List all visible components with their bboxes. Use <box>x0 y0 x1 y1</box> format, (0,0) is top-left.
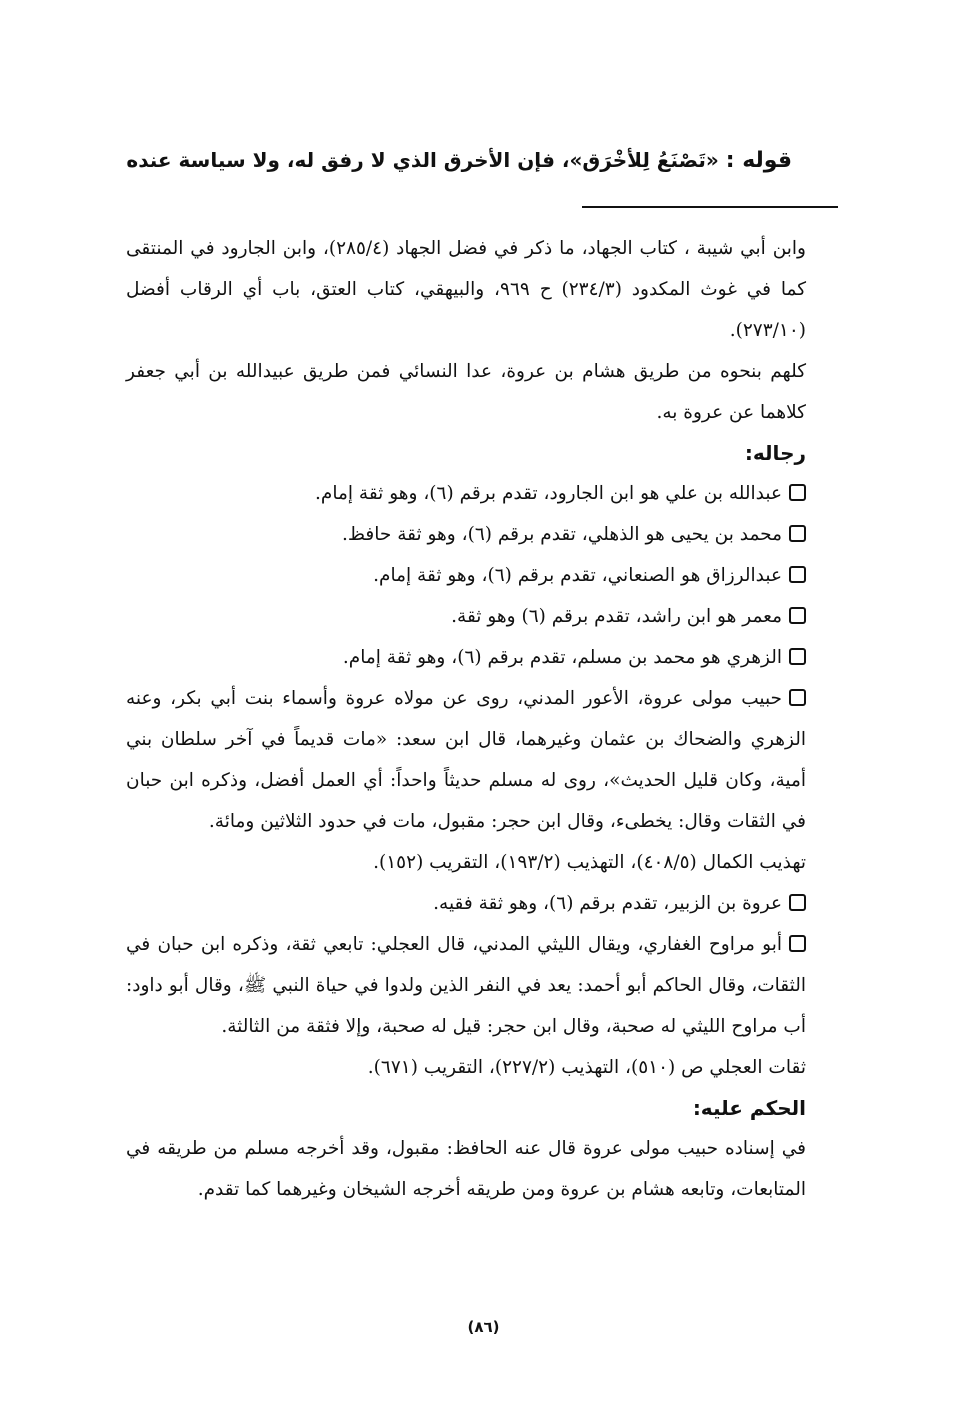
checkbox-square-icon <box>789 935 806 952</box>
checkbox-square-icon <box>789 566 806 583</box>
narrator-item <box>126 596 806 637</box>
checkbox-square-icon <box>789 689 806 706</box>
narrator-text: حبيب مولى عروة، الأعور المدني، روى عن مولاه عروة وأسماء بنت أبي بكر، وعنه الزهري والضحاك بن عثمان وغيرهما، قال ابن سعد: «مات قديماً في آخر سلطان بني أمية، وكان قليل الحديث»، روى له مسلم حديثاً واحداً: أي العمل أفضل، وذكره ابن حبان في الثقات وقال: يخطىء، وقال ابن حجر: مقبول، مات في حدود الثلاثين ومائة. <box>126 688 806 832</box>
narrator-item <box>126 678 806 842</box>
header-lead: قوله : <box>725 148 792 173</box>
paragraph-chains: كلهم بنحوه من طريق هشام بن عروة، عدا النسائي فمن طريق عبيدالله بن أبي جعفر كلاهما عن عروة به. <box>126 361 806 423</box>
narrator-item <box>126 883 806 924</box>
narrator-text: عبدالله بن علي هو ابن الجارود، تقدم برقم (٦)، وهو ثقة إمام. <box>315 483 782 504</box>
narrator-text: محمد بن يحيى هو الذهلي، تقدم برقم (٦)، وهو ثقة حافظ. <box>341 524 782 545</box>
narrator-text: عبدالرزاق هو الصنعاني، تقدم برقم (٦)، وهو ثقة إمام. <box>373 565 782 586</box>
narrator-text: أبو مراوح الغفاري، ويقال الليثي المدني، قال العجلي: تابعي ثقة، وذكره ابن حبان في الثقات، وقال الحاكم أبو أحمد: يعد في النفر الذين ولدوا في حياة النبي ﷺ، وقال أبو داود: أب مراوح الليثي له صحبة، وقال ابن حجر: قيل له صحبة، وإلا فثقة من الثالثة. <box>126 934 806 1037</box>
muraawih-source: ثقات العجلي ص (٥١٠)، التهذيب (٢٢٧/٢)، التقريب (٦٧١). <box>367 1057 806 1078</box>
page-body <box>126 228 806 1210</box>
narrators-heading: رجاله: <box>744 441 806 465</box>
narrator-item <box>126 555 806 596</box>
checkbox-square-icon <box>789 648 806 665</box>
checkbox-square-icon <box>789 894 806 911</box>
checkbox-square-icon <box>789 525 806 542</box>
narrator-item <box>126 924 806 1047</box>
narrator-text: معمر هو ابن راشد، تقدم برقم (٦) وهو ثقة. <box>451 606 782 627</box>
narrator-item <box>126 637 806 678</box>
running-header <box>120 140 792 181</box>
page-number: (٨٦) <box>467 1318 500 1336</box>
ruling-text: في إسناده حبيب مولى عروة قال عنه الحافظ: مقبول، وقد أخرجه مسلم من طريقه في المتابعات، وتابعه هشام بن عروة ومن طريقه أخرجه الشيخان وغيرهما كما تقدم. <box>126 1138 806 1200</box>
checkbox-square-icon <box>789 607 806 624</box>
checkbox-square-icon <box>789 484 806 501</box>
narrator-item <box>126 514 806 555</box>
paragraph-sources: وابن أبي شيبة ، كتاب الجهاد، ما ذكر في فضل الجهاد (٢٨٥/٤)، وابن الجارود في المنتقى كما في غوث المكدود (٢٣٤/٣) ح ٩٦٩، والبيهقي، كتاب العتق، باب أي الرقاب أفضل (٢٧٣/١٠). <box>126 238 807 341</box>
narrator-text: الزهري هو محمد بن مسلم، تقدم برقم (٦)، وهو ثقة إمام. <box>342 647 782 668</box>
narrator-text: عروة بن الزبير، تقدم برقم (٦)، وهو ثقة فقيه. <box>433 893 782 914</box>
narrator-item <box>126 473 806 514</box>
habib-source: تهذيب الكمال (٤٠٨/٥)، التهذيب (١٩٣/٢)، التقريب (١٥٢). <box>373 852 806 873</box>
ruling-heading: الحكم عليه: <box>692 1096 806 1120</box>
header-text: «تَصْنَعُ لِلأخْرَق»، فإن الأخرق الذي لا رفق له، ولا سياسة عنده <box>126 148 719 172</box>
header-divider <box>582 206 838 208</box>
